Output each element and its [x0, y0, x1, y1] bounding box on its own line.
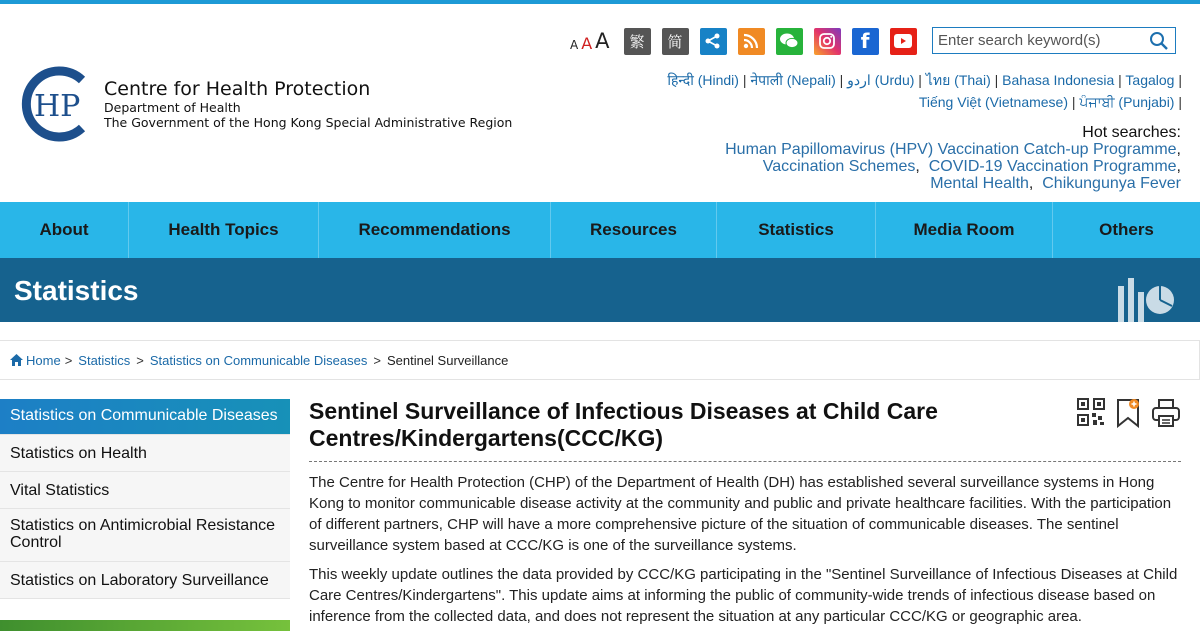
hot-search-link[interactable]: Chikungunya Fever — [1042, 175, 1181, 192]
lang-urdu[interactable]: اردو (Urdu) — [847, 72, 915, 88]
gov-name: The Government of the Hong Kong Special Administrative Region — [104, 115, 513, 130]
section-banner — [0, 258, 1200, 322]
lang-indonesian[interactable]: Bahasa Indonesia — [1002, 72, 1115, 88]
breadcrumb-separator: > — [136, 352, 144, 368]
hot-search-link[interactable]: Vaccination Schemes — [762, 158, 916, 175]
sidebar — [0, 399, 290, 631]
logo-letters: HP — [34, 89, 81, 124]
font-size-small[interactable]: A — [570, 38, 579, 52]
chp-logo-icon — [20, 66, 96, 142]
bookmark-add-icon[interactable] — [1115, 398, 1141, 428]
title-divider — [309, 461, 1181, 462]
org-name-block — [104, 78, 512, 130]
font-size-large[interactable]: A — [595, 29, 610, 53]
share-icon[interactable] — [700, 28, 727, 55]
nav-media-room[interactable]: Media Room — [876, 202, 1053, 258]
main-content — [309, 396, 1181, 627]
site-logo[interactable] — [20, 66, 520, 146]
nav-recommendations[interactable]: Recommendations — [319, 202, 551, 258]
update-paragraph: This weekly update outlines the data provided by CCC/KG participating in the "Sentinel Surveillance of Infectious Diseases at Child Care Centres/Kindergartens". This update aims at informing the public of community-wide trends of infectious disease based on inference from the collected data, and does not represent the situation at any particular CCC/KG or geographic area. — [309, 566, 1178, 625]
lang-thai[interactable]: ไทย (Thai) — [925, 72, 991, 88]
sidebar-item-antimicrobial-resistance[interactable]: Statistics on Antimicrobial Resistance Control — [0, 509, 290, 562]
breadcrumb — [0, 340, 1200, 380]
instagram-icon[interactable] — [814, 28, 841, 55]
search-box — [932, 27, 1176, 54]
facebook-icon[interactable]: f — [852, 28, 879, 55]
intro-paragraph: The Centre for Health Protection (CHP) of the Department of Health (DH) has established several surveillance systems in Hong Kong to monitor communicable disease activity at the community and public and private healthcare facilities. With the participation of different partners, CHP will have a more comprehensive picture of the situation of communicable diseases. The sentinel surveillance system based at CCC/KG is one of the surveillance systems. — [309, 474, 1172, 554]
hot-searches-label: Hot searches: — [1082, 124, 1181, 141]
hot-search-link[interactable]: COVID-19 Vaccination Programme — [928, 158, 1177, 175]
font-size-medium[interactable]: A — [581, 33, 593, 53]
header-tools — [570, 26, 928, 56]
sidebar-item-health[interactable]: Statistics on Health — [0, 435, 290, 472]
statistics-chart-icon — [1116, 274, 1178, 322]
main-nav — [0, 202, 1200, 258]
sidebar-item-laboratory-surveillance[interactable]: Statistics on Laboratory Surveillance — [0, 562, 290, 599]
breadcrumb-current: Sentinel Surveillance — [386, 352, 509, 368]
lang-punjabi[interactable]: ਪੰਜਾਬੀ (Punjabi) — [1079, 94, 1175, 110]
breadcrumb-separator: > — [373, 352, 381, 368]
nav-resources[interactable]: Resources — [551, 202, 717, 258]
lang-hindi[interactable]: हिन्दी (Hindi) — [667, 72, 739, 88]
hot-search-link[interactable]: Human Papillomavirus (HPV) Vaccination Catch-up Programme — [725, 141, 1177, 158]
simplified-chinese-button[interactable]: 简 — [662, 28, 689, 55]
lang-vietnamese[interactable]: Tiếng Việt (Vietnamese) — [918, 94, 1068, 110]
lang-tagalog[interactable]: Tagalog — [1125, 72, 1175, 88]
search-icon[interactable] — [1149, 31, 1169, 56]
sidebar-item-communicable-diseases[interactable]: Statistics on Communicable Diseases — [0, 399, 290, 435]
hot-searches: Hot searches: Human Papillomavirus (HPV) Vaccination Catch-up Programme, Vaccination Schemes, COVID-19 Vaccination Programme, Mental Health, Chikungunya Fever — [661, 124, 1181, 192]
language-links: हिन्दी (Hindi) | नेपाली (Nepali) | اردو (Urdu) | ไทย (Thai) | Bahasa Indonesia | Tagalog | Tiếng Việt (Vietnamese) | ਪੰਜਾਬੀ (Punjabi) | — [667, 72, 1182, 110]
home-icon[interactable] — [10, 354, 23, 366]
youtube-icon[interactable] — [890, 28, 917, 55]
page-tools — [1077, 398, 1181, 428]
section-title: Statistics — [14, 275, 139, 306]
breadcrumb-communicable-diseases[interactable]: Statistics on Communicable Diseases — [149, 352, 368, 368]
traditional-chinese-button[interactable]: 繁 — [624, 28, 651, 55]
breadcrumb-statistics[interactable]: Statistics — [78, 352, 131, 368]
qr-code-icon[interactable] — [1077, 398, 1105, 426]
sidebar-item-vital-statistics[interactable]: Vital Statistics — [0, 472, 290, 509]
hot-search-link[interactable]: Mental Health — [930, 175, 1029, 192]
rss-icon[interactable] — [738, 28, 765, 55]
nav-statistics[interactable]: Statistics — [717, 202, 876, 258]
breadcrumb-home[interactable]: Home — [26, 352, 61, 368]
top-accent-line — [0, 0, 1200, 4]
search-input[interactable] — [933, 29, 1143, 53]
org-name: Centre for Health Protection — [104, 78, 371, 100]
lang-nepali[interactable]: नेपाली (Nepali) — [750, 72, 836, 88]
print-icon[interactable] — [1151, 398, 1181, 428]
sidebar-green-banner[interactable] — [0, 620, 290, 631]
nav-health-topics[interactable]: Health Topics — [129, 202, 319, 258]
nav-about[interactable]: About — [0, 202, 129, 258]
breadcrumb-separator: > — [64, 352, 73, 368]
dept-name: Department of Health — [104, 100, 241, 115]
page-title: Sentinel Surveillance of Infectious Diseases at Child Care Centres/Kindergartens(CCC/KG) — [309, 398, 938, 451]
nav-others[interactable]: Others — [1099, 220, 1154, 239]
wechat-icon[interactable] — [776, 28, 803, 55]
